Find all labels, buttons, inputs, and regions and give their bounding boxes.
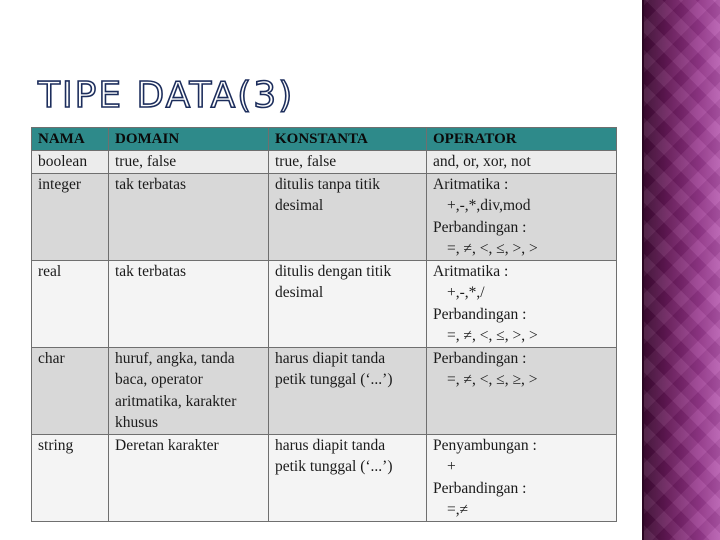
cell-nama <box>32 260 109 347</box>
header-nama: NAMA <box>32 128 109 151</box>
cell-line: =, ≠, <, ≤, >, > <box>447 240 538 257</box>
slide-title: TIPE DATA(3) <box>38 75 295 116</box>
cell-line: tak terbatas <box>115 262 187 280</box>
table-header-row <box>32 128 617 151</box>
side-band-edge <box>642 0 644 540</box>
table-row-integer <box>32 173 617 260</box>
data-type-table-container <box>31 127 616 518</box>
cell-line: desimal <box>275 284 324 301</box>
cell-line: integer <box>38 175 82 193</box>
cell-line: string <box>38 436 74 454</box>
cell-line: ditulis dengan titik <box>275 262 392 280</box>
cell-line: Perbandingan : <box>433 479 527 497</box>
cell-line: true, false <box>275 153 337 170</box>
cell-operator <box>427 173 617 260</box>
cell-konstanta <box>269 260 427 347</box>
data-type-table <box>31 127 617 522</box>
table-row-boolean <box>32 151 617 174</box>
cell-line: and, or, xor, not <box>433 153 531 170</box>
cell-operator <box>427 260 617 347</box>
cell-line: tak terbatas <box>115 175 187 193</box>
cell-domain <box>109 173 269 260</box>
header-operator: OPERATOR <box>427 128 617 151</box>
cell-konstanta <box>269 151 427 174</box>
cell-line: +,-,*,div,mod <box>447 197 531 214</box>
cell-line: =, ≠, <, ≤, ≥, > <box>447 371 538 388</box>
cell-konstanta <box>269 347 427 434</box>
cell-operator <box>427 434 617 521</box>
header-domain: DOMAIN <box>109 128 269 151</box>
cell-line: boolean <box>38 153 88 170</box>
cell-line: Deretan karakter <box>115 436 219 454</box>
cell-line: Aritmatika : <box>433 262 509 280</box>
cell-line: khusus <box>115 414 159 431</box>
table-row-char <box>32 347 617 434</box>
cell-domain <box>109 151 269 174</box>
cell-domain <box>109 434 269 521</box>
cell-nama <box>32 347 109 434</box>
cell-line: ditulis tanpa titik <box>275 175 381 193</box>
cell-line: +,-,*,/ <box>447 284 485 301</box>
cell-line: =,≠ <box>447 501 469 518</box>
table-row-real <box>32 260 617 347</box>
cell-nama <box>32 151 109 174</box>
header-konstanta: KONSTANTA <box>269 128 427 151</box>
cell-line: Perbandingan : <box>433 218 527 236</box>
cell-konstanta <box>269 173 427 260</box>
cell-nama <box>32 434 109 521</box>
cell-operator <box>427 347 617 434</box>
cell-line: char <box>38 349 65 367</box>
cell-nama <box>32 173 109 260</box>
decorative-side-band <box>642 0 720 540</box>
cell-domain <box>109 260 269 347</box>
cell-konstanta <box>269 434 427 521</box>
cell-line: petik tunggal (‘...’) <box>275 458 393 475</box>
cell-line: harus diapit tanda <box>275 436 386 454</box>
cell-line: true, false <box>115 153 177 170</box>
cell-line: huruf, angka, tanda <box>115 349 235 367</box>
cell-line: + <box>447 458 456 475</box>
cell-line: Perbandingan : <box>433 349 527 367</box>
cell-line: harus diapit tanda <box>275 349 386 367</box>
cell-operator <box>427 151 617 174</box>
cell-line: real <box>38 262 62 280</box>
cell-line: =, ≠, <, ≤, >, > <box>447 327 538 344</box>
cell-line: petik tunggal (‘...’) <box>275 371 393 388</box>
cell-line: desimal <box>275 197 324 214</box>
cell-domain <box>109 347 269 434</box>
table-row-string <box>32 434 617 521</box>
cell-line: Aritmatika : <box>433 175 509 193</box>
cell-line: Perbandingan : <box>433 305 527 323</box>
cell-line: Penyambungan : <box>433 436 537 454</box>
cell-line: baca, operator <box>115 371 203 388</box>
cell-line: aritmatika, karakter <box>115 392 237 410</box>
